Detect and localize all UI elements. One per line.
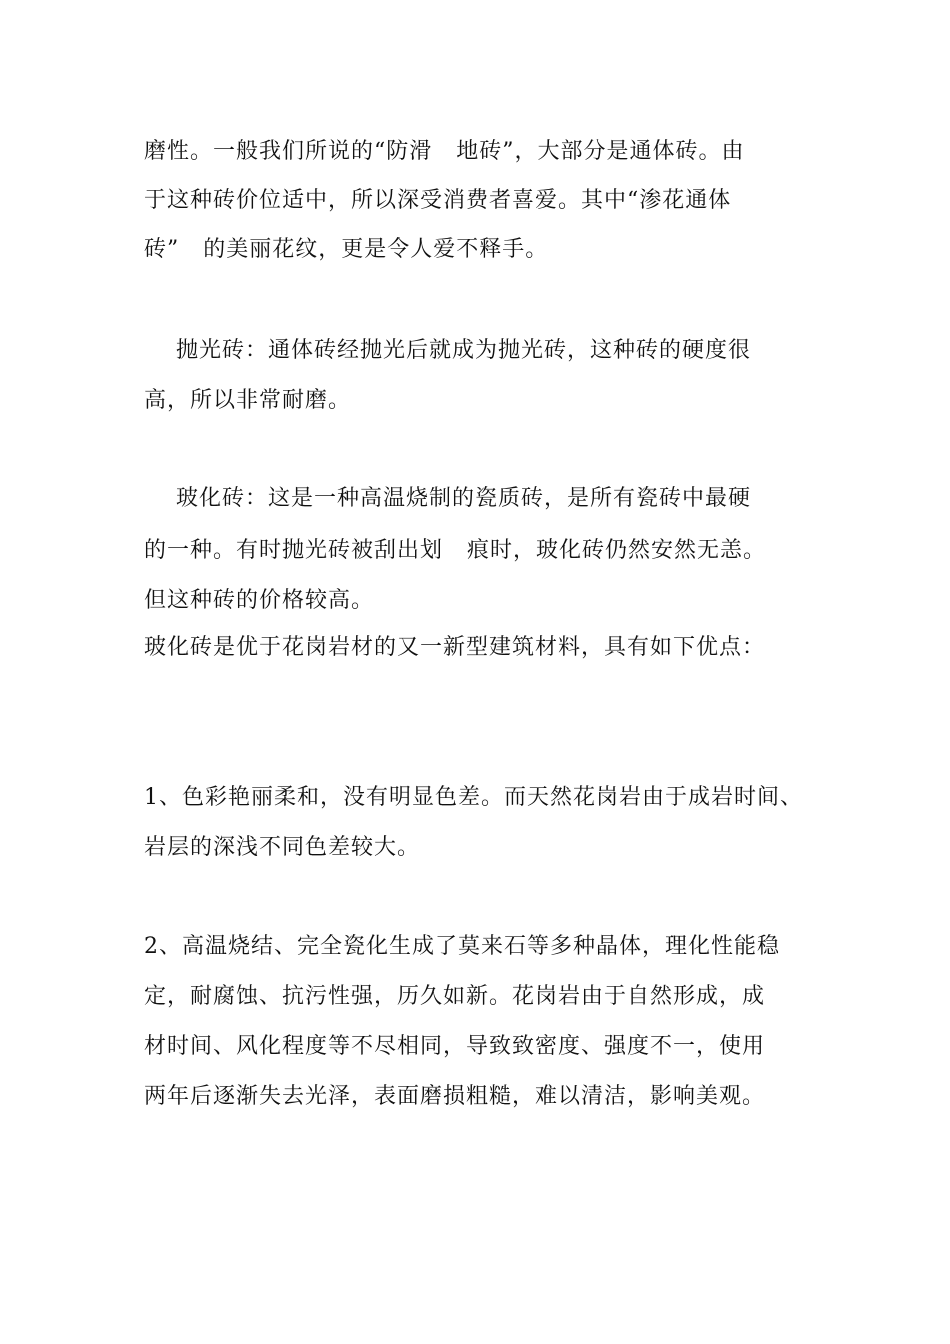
text-line: 但这种砖的价格较高。	[144, 588, 375, 613]
text-line: 的一种。有时抛光砖被刮出划 痕时，玻化砖仍然安然无恙。	[144, 538, 766, 563]
text-line: 抛光砖：通体砖经抛光后就成为抛光砖，这种砖的硬度很	[144, 338, 751, 363]
text-line: 玻化砖：这是一种高温烧制的瓷质砖，是所有瓷砖中最硬	[144, 486, 751, 511]
text-line: 砖” 的美丽花纹，更是令人爱不释手。	[144, 237, 549, 262]
text-line: 两年后逐渐失去光泽，表面磨损粗糙，难以清洁，影响美观。	[144, 1084, 766, 1109]
text-line: 高，所以非常耐磨。	[144, 388, 352, 413]
text-line: 玻化砖是优于花岗岩材的又一新型建筑材料，具有如下优点：	[144, 635, 766, 660]
text-line: 2、高温烧结、完全瓷化生成了莫来石等多种晶体，理化性能稳	[144, 934, 780, 959]
text-line: 岩层的深浅不同色差较大。	[144, 835, 421, 860]
text-line: 磨性。一般我们所说的“防滑 地砖”，大部分是通体砖。由	[144, 139, 745, 164]
text-line: 定，耐腐蚀、抗污性强，历久如新。花岗岩由于自然形成，成	[144, 984, 766, 1009]
text-line: 1、色彩艳丽柔和，没有明显色差。而天然花岗岩由于成岩时间、	[144, 785, 803, 810]
text-line: 材时间、风化程度等不尽相同，导致致密度、强度不一，使用	[144, 1034, 766, 1059]
text-line: 于这种砖价位适中，所以深受消费者喜爱。其中“渗花通体	[144, 188, 732, 213]
